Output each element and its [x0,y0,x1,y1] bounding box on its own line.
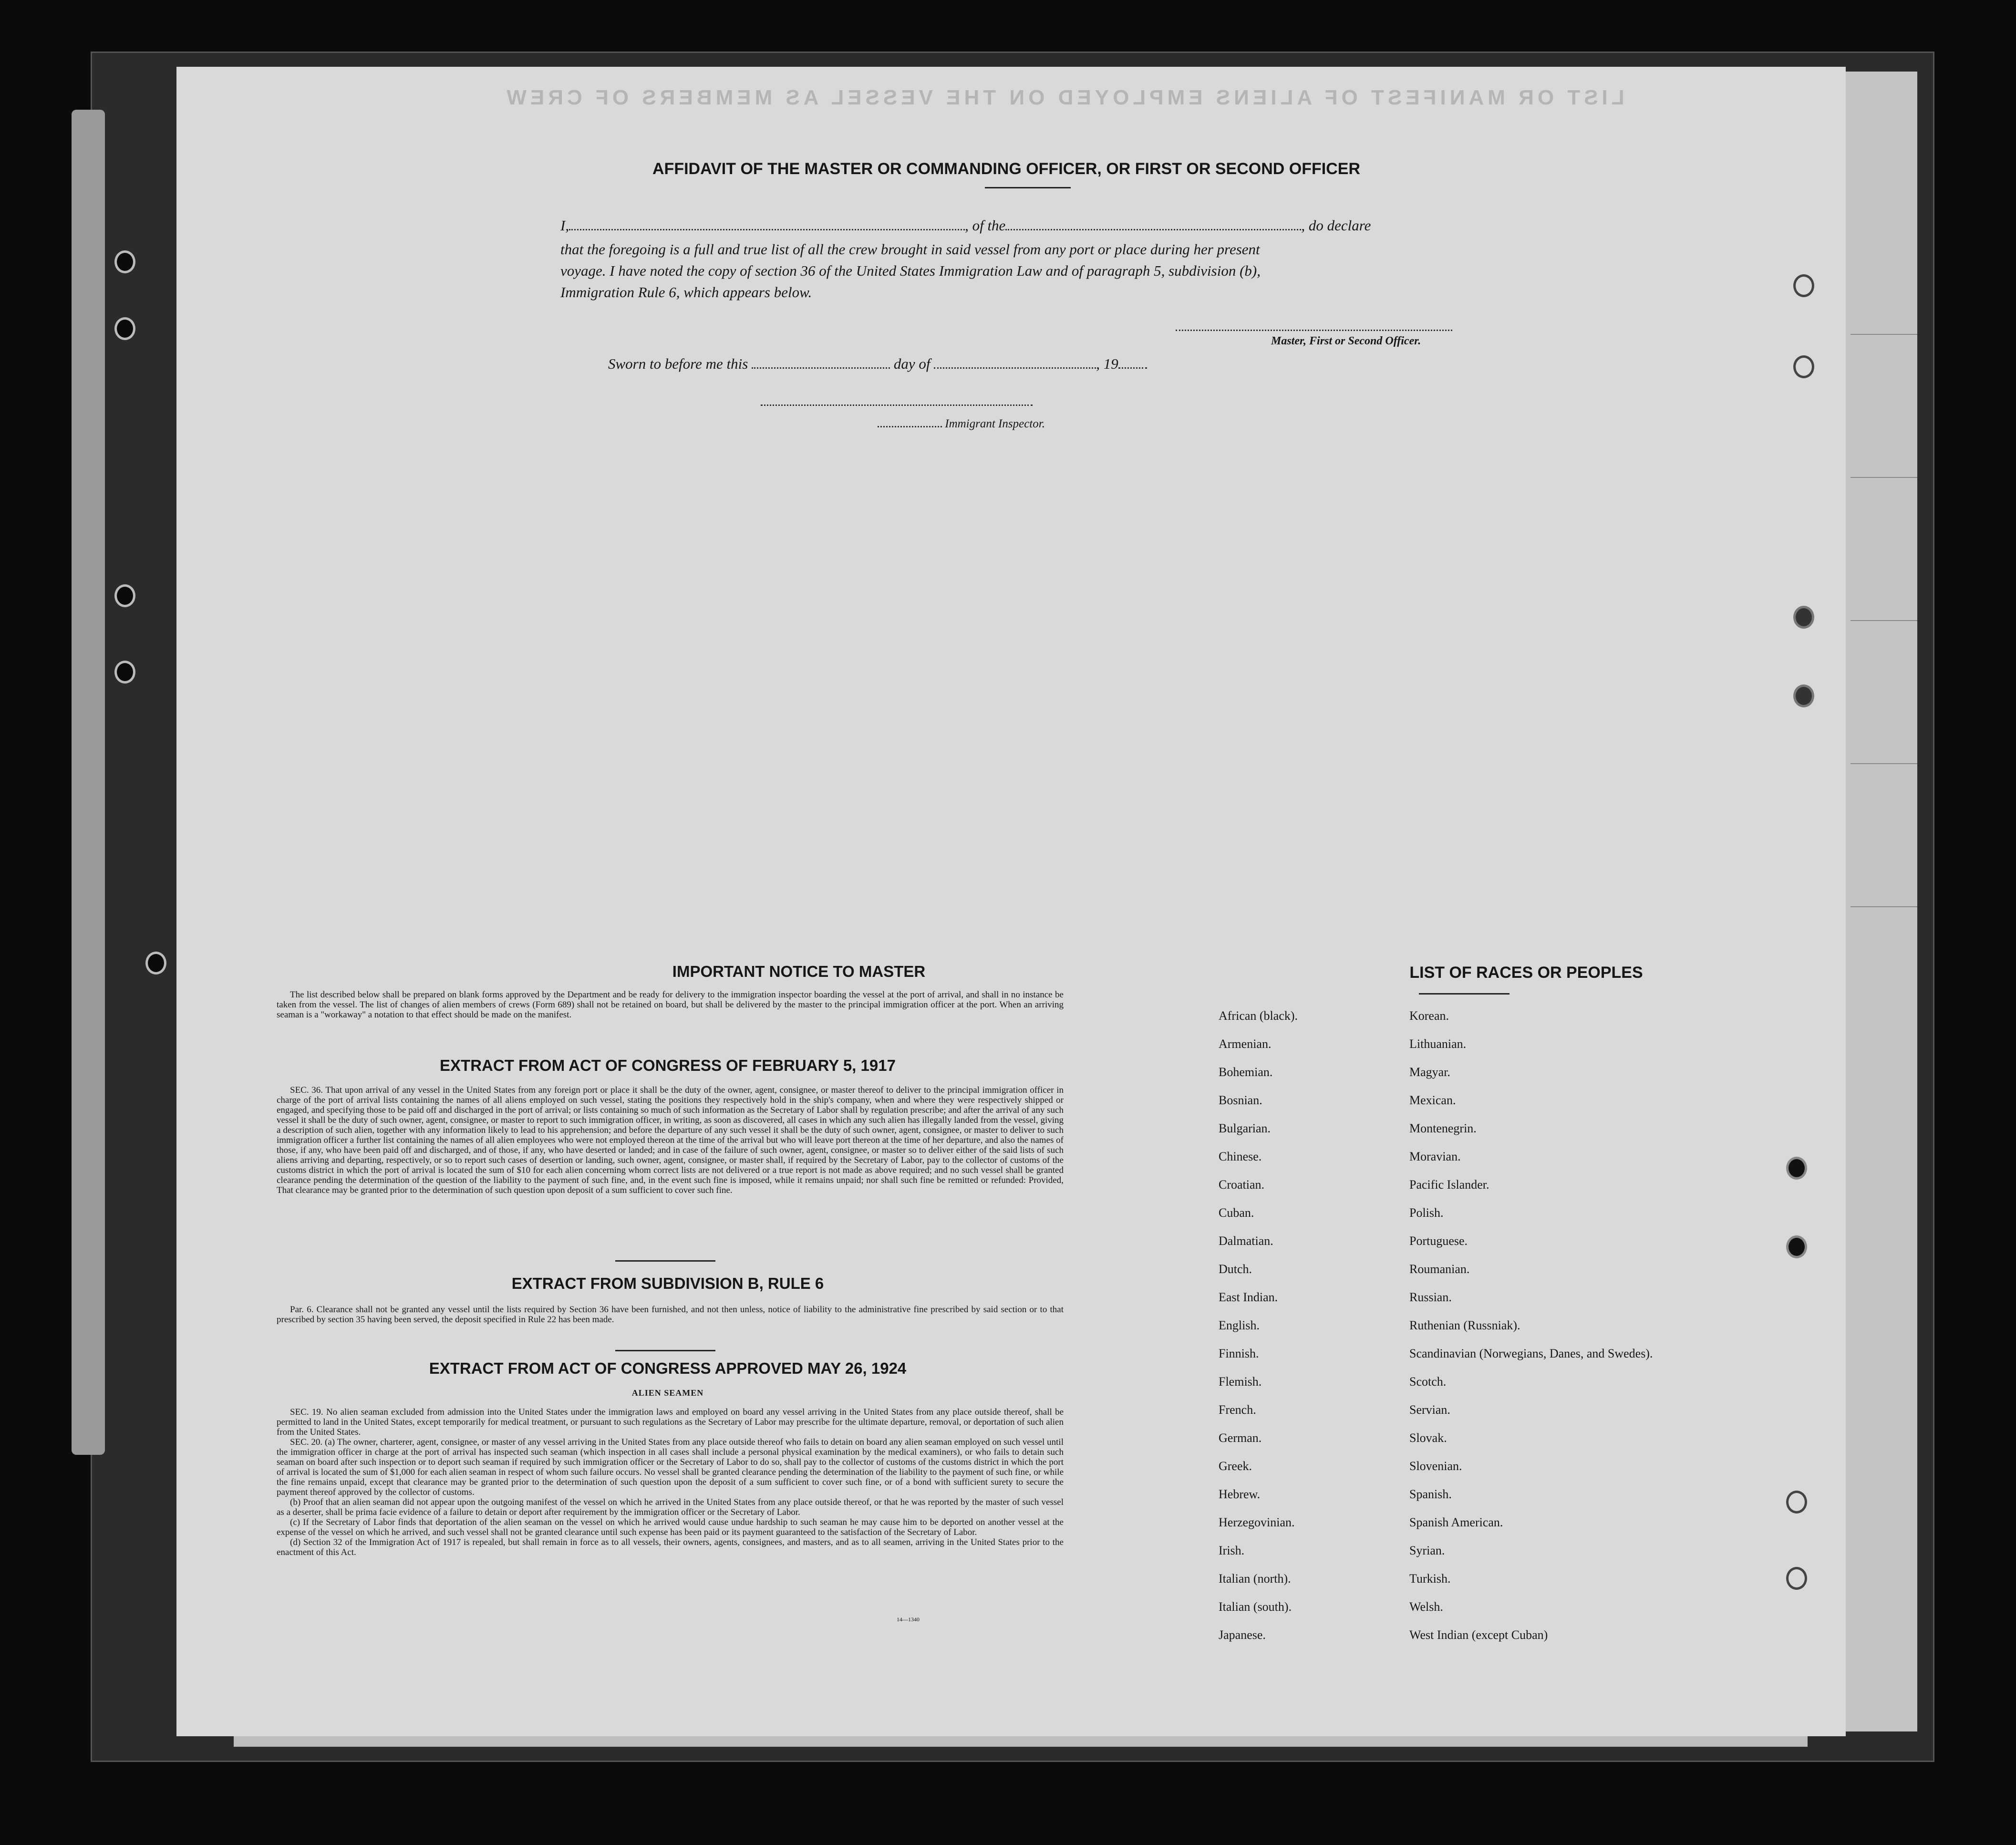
race-item: Scandinavian (Norwegians, Danes, and Swedes). [1409,1347,1653,1360]
punch-hole [1793,684,1814,707]
binder-strip [72,110,105,1455]
declaration-line-2: that the foregoing is a full and true list of all the crew brought in said vessel from any port or place during her present [560,241,1260,258]
race-item: Bulgarian. [1219,1121,1271,1135]
alien-seamen-subtitle: ALIEN SEAMEN [631,1388,704,1398]
declaration-line-1 [560,217,1371,234]
declaration-line-3: voyage. I have noted the copy of section 36 of the United States Immigration Law and of paragraph 5, subdivision (b), [560,262,1261,279]
race-item: Roumanian. [1409,1262,1470,1276]
race-item: Cuban. [1219,1206,1254,1220]
race-item: Moravian. [1409,1150,1461,1163]
races-column-1 [1219,1002,1298,1649]
race-item: Flemish. [1219,1375,1262,1389]
vessel-blank [1005,226,1301,230]
extract2-title: EXTRACT FROM SUBDIVISION B, RULE 6 [511,1275,824,1292]
race-item: Italian (north). [1219,1572,1291,1586]
race-item: Bohemian. [1219,1065,1273,1079]
races-column-2 [1409,1002,1653,1649]
notice-text [277,990,1064,1020]
declaration-of-the: , of the [965,217,1006,234]
punch-hole [1786,1491,1807,1513]
race-item: Syrian. [1409,1544,1445,1557]
affidavit-title: AFFIDAVIT OF THE MASTER OR COMMANDING OFFICER, OR FIRST OR SECOND OFFICER [652,160,1360,178]
race-item: Korean. [1409,1009,1449,1023]
inspector-blank-short [878,423,942,427]
punch-hole [1793,355,1814,378]
punch-hole [1786,1567,1807,1590]
show-through-text: LIST OR MANIFEST OF ALIENS EMPLOYED ON THE VESSEL AS MEMBERS OF CREW [503,86,1624,109]
race-item: Pacific Islander. [1409,1178,1489,1192]
extract1-title: EXTRACT FROM ACT OF CONGRESS OF FEBRUARY 5, 1917 [440,1057,896,1074]
ledger-rule [1851,620,1917,621]
section-divider [615,1350,715,1351]
declaration-i: I, [560,217,569,234]
race-item: Dutch. [1219,1262,1252,1276]
signature-blank [1176,327,1452,331]
race-item: Montenegrin. [1409,1121,1477,1135]
punch-hole [114,661,135,684]
sworn-text: Sworn to before me this [608,355,748,372]
day-of-text: day of [893,355,930,372]
race-item: Ruthenian (Russniak). [1409,1318,1520,1332]
races-list [1219,1002,1815,1660]
race-item: Bosnian. [1219,1093,1262,1107]
race-item: Spanish American. [1409,1515,1503,1529]
form-number: 14—1340 [897,1616,920,1623]
race-item: East Indian. [1219,1290,1278,1304]
rule-6-paragraph: Par. 6. Clearance shall not be granted any vessel until the lists required by Section 36 have been furnished, and not then unless, notice of liability to the administrative fine prescribed by said section or to that prescribed by section 35 having been served, the deposit specified in Rule 22 has been made. [277,1305,1064,1325]
punch-hole [114,584,135,607]
ledger-rule [1851,906,1917,907]
race-item: Servian. [1409,1403,1450,1417]
race-item: Hebrew. [1219,1487,1261,1501]
race-item: Irish. [1219,1544,1245,1557]
sheet-bottom-edge [234,1736,1808,1747]
race-item: Slovak. [1409,1431,1447,1445]
name-blank [569,226,965,230]
race-item: Polish. [1409,1206,1444,1220]
race-item: Armenian. [1219,1037,1272,1051]
race-item: Greek. [1219,1459,1252,1473]
punch-hole [1786,1157,1807,1180]
extract1-text [277,1085,1064,1195]
race-item: Magyar. [1409,1065,1450,1079]
race-item: Chinese. [1219,1150,1262,1163]
race-item: Japanese. [1219,1628,1266,1642]
races-divider [1419,993,1509,995]
race-item: Herzegovinian. [1219,1515,1295,1529]
race-item: Finnish. [1219,1347,1259,1360]
section-36-paragraph: SEC. 36. That upon arrival of any vessel in the United States from any foreign port or place it shall be the duty of the owner, agent, consignee, or master thereof to deliver to the principal immigration officer in charge of the port of arrival lists containing the names of all aliens employed on such vessel, stating the positions they respectively hold in the ship's company, when and where they were respectively shipped or engaged, and specifying those to be paid off and discharged in the port of arrival; or lists containing so much of such information as the Secretary of Labor shall by regulation prescribe; and after the arrival of any such vessel it shall be the duty of such owner, agent, consignee, or master to report to such immigration officer, in writing, as soon as discovered, all cases in which any such alien has illegally landed from the vessel, giving a description of such alien, together with any information likely to lead to his apprehension; and before the departure of any such vessel it shall be the duty of such owner, agent, consignee, or master to deliver to such immigration officer a further list containing the names of all alien employees who were not employed thereon at the time of the arrival but who will leave port thereon at the time of her departure, and also the names of those, if any, who have been paid off and discharged, and of those, if any, who have deserted or landed; and in case of the failure of such owner, agent, consignee, or master so to deliver either of the said lists of such aliens arriving and departing, respectively, or so to report such cases of desertion or landing, such owner, agent, consignee, or master shall, if required by the Secretary of Labor, pay to the collector of customs of the customs district in which the port of arrival is located the sum of $10 for each alien concerning whom correct lists are not delivered or a true report is not made as above required; and no such vessel shall be granted clearance pending the determination of the question of the liability to the payment of such fine, and, in the event such fine is imposed, while it remains unpaid; nor shall such fine be remitted or refunded: Provided, That clearance may be granted prior to the determination of such question upon deposit of a sum sufficient to cover such fine. [277,1085,1064,1195]
race-item: Spanish. [1409,1487,1452,1501]
race-item: Portuguese. [1409,1234,1468,1248]
extract2-text [277,1305,1064,1325]
extract3-title: EXTRACT FROM ACT OF CONGRESS APPROVED MAY 26, 1924 [429,1359,907,1377]
race-item: Scotch. [1409,1375,1447,1389]
section-19-paragraph: SEC. 19. No alien seaman excluded from admission into the United States under the immigration laws and employed on board any vessel arriving in the United States from any place outside thereof, shall be permitted to land in the United States, except temporarily for medical treatment, or pursuant to such regulations as the Secretary of Labor may prescribe for the ultimate departure, removal, or deportation of such alien from the United States. [277,1407,1064,1437]
notice-paragraph: The list described below shall be prepared on blank forms approved by the Department and be ready for delivery to the immigration inspector boarding the vessel at the port of arrival, and shall in no instance be taken from the vessel. The list of changes of alien members of crews (Form 689) shall not be retained on board, but shall be delivered by the master to the principal immigration officer at the port. When an arriving seaman is a "workaway" a notation to that effect should be made on the manifest. [277,990,1064,1020]
punch-hole [145,952,166,974]
inspector-label: Immigrant Inspector. [945,417,1045,430]
race-item: French. [1219,1403,1256,1417]
signature-label: Master, First or Second Officer. [1271,335,1421,347]
race-item: Lithuanian. [1409,1037,1467,1051]
section-divider [615,1260,715,1262]
race-item: Slovenian. [1409,1459,1462,1473]
punch-hole [114,250,135,273]
inspector-blank [761,402,1033,406]
race-item: Croatian. [1219,1178,1265,1192]
punch-hole [114,317,135,340]
race-item: German. [1219,1431,1262,1445]
title-divider [985,187,1071,188]
day-blank [752,364,890,369]
ledger-rule [1851,763,1917,764]
year-blank [1118,364,1147,369]
race-item: Turkish. [1409,1572,1451,1586]
section-20b-paragraph: (b) Proof that an alien seaman did not appear upon the outgoing manifest of the vessel on which he arrived in the United States from any place outside thereof, or that he was reported by the master of such vessel as a deserter, shall be prima facie evidence of a failure to detain or deport after requirement by the immigration officer or the Secretary of Labor. [277,1497,1064,1517]
punch-hole [1786,1235,1807,1258]
race-item: African (black). [1219,1009,1298,1023]
race-item: Russian. [1409,1290,1452,1304]
declaration-line-4: Immigration Rule 6, which appears below. [560,284,812,301]
race-item: Welsh. [1409,1600,1443,1614]
affidavit-page [176,67,1846,1736]
races-title: LIST OF RACES OR PEOPLES [1409,964,1643,982]
sworn-line [608,355,1147,373]
punch-hole [1793,274,1814,297]
declaration-do-declare: , do declare [1301,217,1371,234]
race-item: English. [1219,1318,1260,1332]
race-item: Mexican. [1409,1093,1456,1107]
punch-hole [1793,606,1814,629]
extract3-text [277,1407,1064,1557]
ledger-rule [1851,334,1917,335]
race-item: Italian (south). [1219,1600,1292,1614]
notice-title: IMPORTANT NOTICE TO MASTER [672,963,926,980]
section-20d-paragraph: (d) Section 32 of the Immigration Act of 1917 is repealed, but shall remain in force as to all vessels, their owners, agents, consignees, and masters, and as to all seamen, arriving in the United States prior to the enactment of this Act. [277,1537,1064,1557]
inspector-line [878,417,1045,431]
ledger-rule [1851,477,1917,478]
section-20c-paragraph: (c) If the Secretary of Labor finds that deportation of the alien seaman on the vessel on which he arrived would cause undue hardship to such seaman he may cause him to be deported on another vessel at the expense of the vessel on which he arrived, and such vessel shall not be granted clearance until such expense has been paid or its payment guaranteed to the satisfaction of the Secretary of Labor. [277,1517,1064,1537]
section-20a-paragraph: SEC. 20. (a) The owner, charterer, agent, consignee, or master of any vessel arriving in the United States from any place outside thereof who fails to detain on board any alien seaman employed on such vessel until the immigration officer in charge at the port of arrival has inspected such seaman (which inspection in all cases shall include a personal physical examination by the medical examiners), or who fails to detain such seaman on board after such inspection or to deport such seaman if required by such immigration officer or the Secretary of Labor to do so, shall pay to the collector of customs of the customs district in which the port of arrival is located the sum of $1,000 for each alien seaman in respect of whom such failure occurs. No vessel shall be granted clearance pending the determination of the liability to the payment of such fine, or while the fine remains unpaid, except that clearance may be granted prior to the determination of such question upon the deposit of a sum sufficient to cover such fine, or of a bond with sufficient surety to secure the payment thereof approved by the collector of customs. [277,1437,1064,1497]
year-prefix: , 19 [1096,355,1118,372]
month-blank [934,364,1096,369]
race-item: West Indian (except Cuban) [1409,1628,1548,1642]
race-item: Dalmatian. [1219,1234,1273,1248]
